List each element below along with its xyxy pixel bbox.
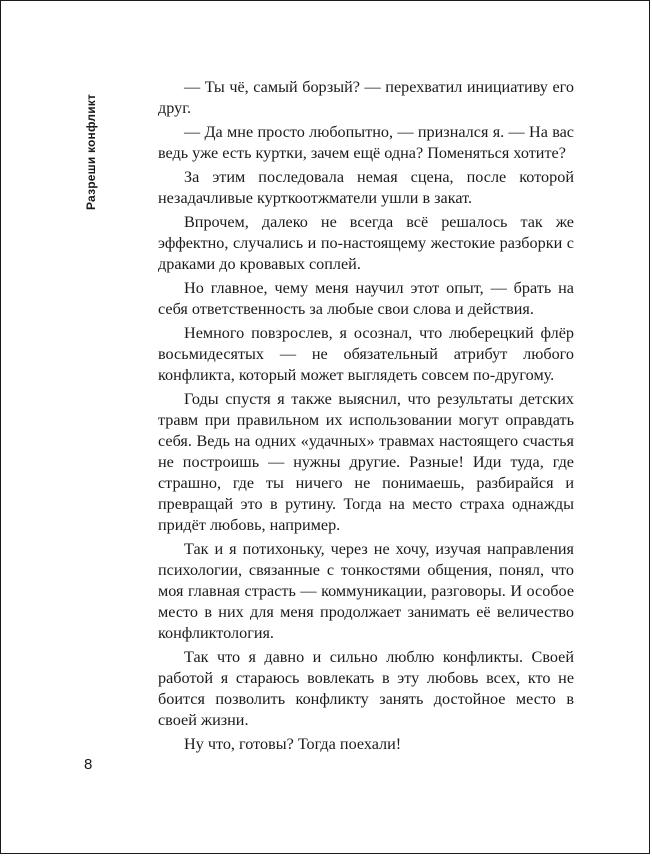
running-head-title: Разреши конфликт xyxy=(84,93,98,210)
text-body xyxy=(158,77,574,758)
paragraph: Но главное, чему меня научил этот опыт, — брать на себя ответственность за любые свои слова и действия. xyxy=(158,279,574,318)
paragraph: — Ты чё, самый борзый? — перехватил инициативу его друг. xyxy=(158,78,574,117)
paragraph: Впрочем, далеко не всегда всё решалось так же эффектно, случались и по-настоящему жестокие разборки с драками до кровавых соплей. xyxy=(158,213,574,273)
running-head xyxy=(83,60,99,210)
paragraph: Немного повзрослев, я осознал, что люберецкий флёр восьмидесятых — не обязательный атрибут любого конфликта, который может выглядеть совсем по-другому. xyxy=(158,324,574,384)
paragraph: Годы спустя я также выяснил, что результаты детских травм при правильном их использовании могут оправдать себя. Ведь на одних «удачных» травмах настоящего счастья не построишь — нужны другие. Разные! Иди туда, где страшно, где ты ничего не понимаешь, разбирайся и превращай это в рутину. Тогда на место страха однажды придёт любовь, например. xyxy=(158,390,574,534)
paragraph: — Да мне просто любопытно, — признался я. — На вас ведь уже есть куртки, зачем ещё одна? Поменяться хотите? xyxy=(158,123,574,162)
paragraph: Ну что, готовы? Тогда поехали! xyxy=(184,735,402,753)
paragraph: Так и я потихоньку, через не хочу, изучая направления психологии, связанные с тонкостями общения, понял, что моя главная страсть — коммуникации, разговоры. И особое место в них для меня продолжает занимать её величество конфликтология. xyxy=(158,540,574,642)
page-number: 8 xyxy=(84,756,93,773)
paragraph: Так что я давно и сильно люблю конфликты. Своей работой я стараюсь вовлекать в эту любовь всех, кто не боится позволить конфликту занять достойное место в своей жизни. xyxy=(158,648,574,729)
paragraph: За этим последовала немая сцена, после которой незадачливые курткоотжматели ушли в закат. xyxy=(158,168,574,207)
